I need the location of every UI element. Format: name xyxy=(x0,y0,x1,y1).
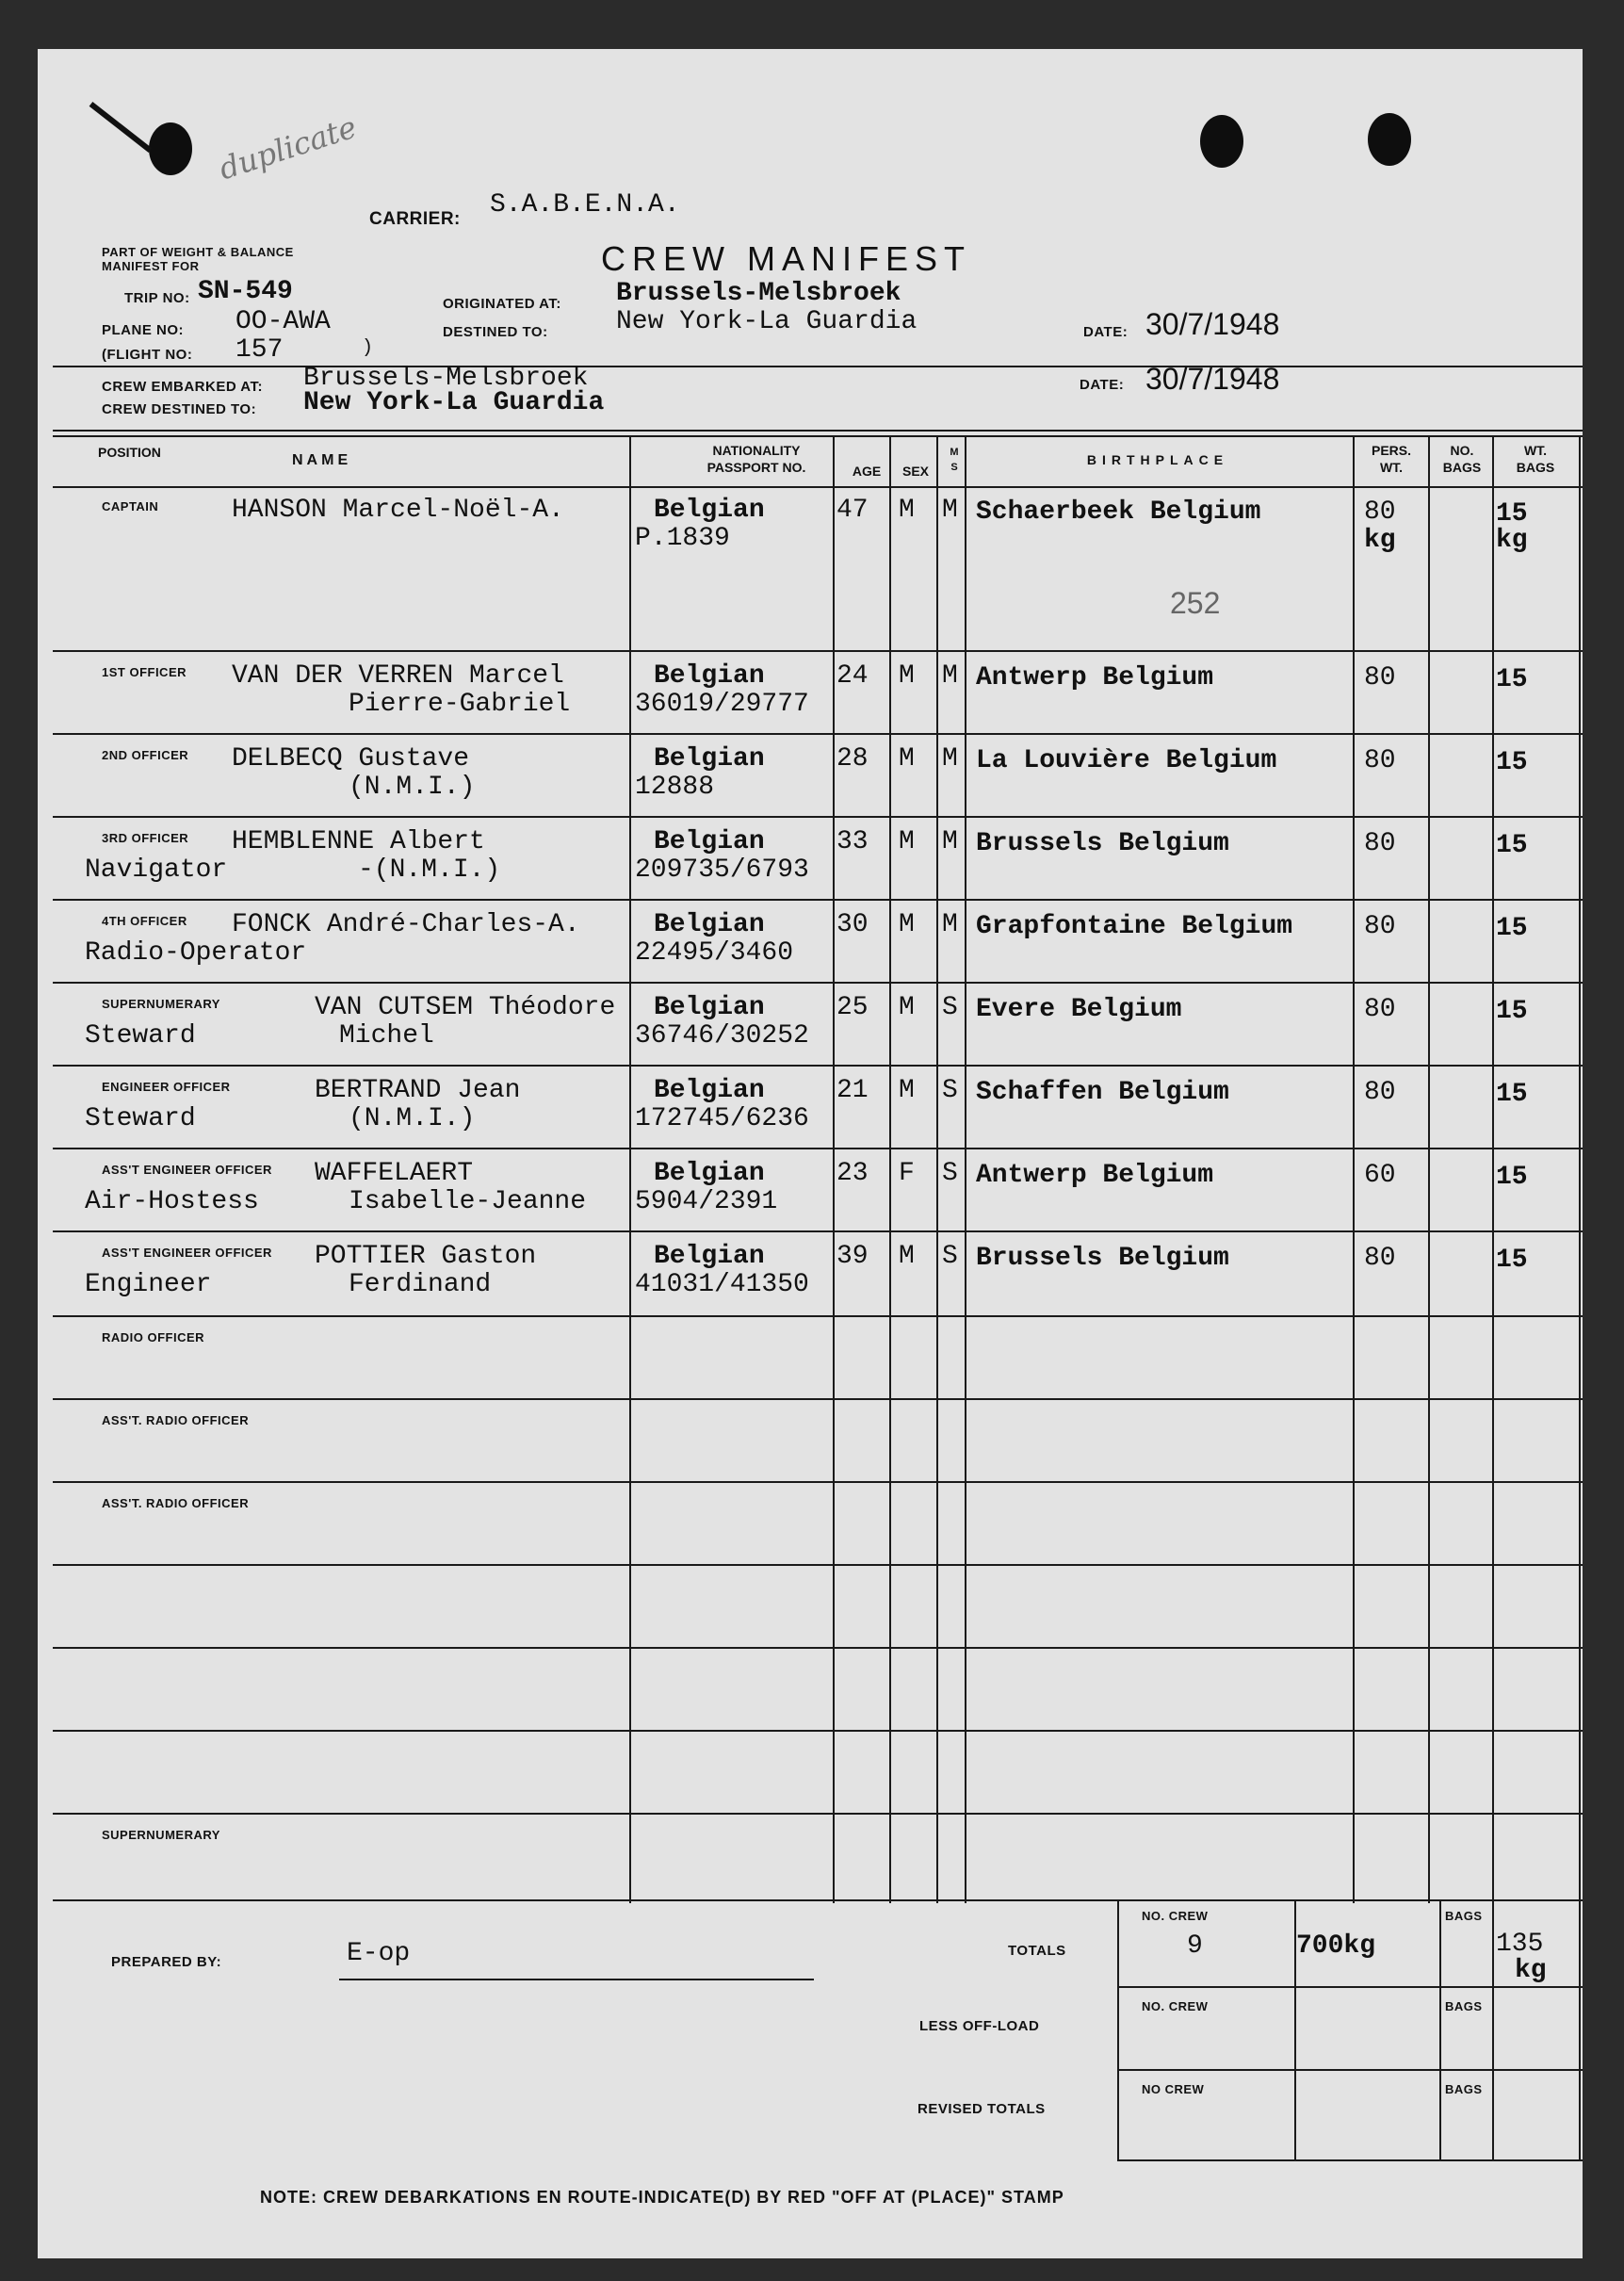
col-name: NAME xyxy=(292,452,352,468)
row-bag-unit: kg xyxy=(1496,526,1528,555)
col-passport: PASSPORT NO. xyxy=(706,460,806,475)
total-crew-value: 9 xyxy=(1187,1931,1203,1961)
row-age: 28 xyxy=(836,744,869,774)
row-bag-weight: 15 xyxy=(1496,499,1528,529)
destined-label: DESTINED TO: xyxy=(443,324,548,340)
row-passport: 41031/41350 xyxy=(635,1270,809,1299)
row-passport: 36019/29777 xyxy=(635,690,809,719)
row-birthplace: Schaerbeek Belgium xyxy=(976,497,1261,527)
col-pers-wt: WT. xyxy=(1379,460,1404,475)
col-birthplace: BIRTHPLACE xyxy=(1086,452,1229,467)
row-name-line1: BERTRAND Jean xyxy=(315,1076,521,1105)
row-nationality: Belgian xyxy=(654,661,765,691)
row-position: ASS'T ENGINEER OFFICER xyxy=(102,1163,272,1177)
row-passport: 5904/2391 xyxy=(635,1187,778,1216)
row-position: 1ST OFFICER xyxy=(102,665,187,679)
row-age: 25 xyxy=(836,993,869,1022)
col-divider-bags xyxy=(1492,435,1494,1903)
col-divider-passport xyxy=(833,435,835,1903)
row-role: Navigator xyxy=(85,855,228,885)
less-bags-label: BAGS xyxy=(1445,1999,1483,2013)
trip-value: SN-549 xyxy=(198,277,293,306)
flight-label: (FLIGHT NO: xyxy=(102,347,193,363)
document-title: CREW MANIFEST xyxy=(601,239,971,278)
row-name-line2: Ferdinand xyxy=(349,1270,492,1299)
totals-row-rule-2 xyxy=(1117,2069,1583,2071)
row-birthplace: Brussels Belgium xyxy=(976,829,1229,858)
row-age: 39 xyxy=(836,1242,869,1271)
col-wt-bags: BAGS xyxy=(1516,460,1555,475)
manifest-for-label: PART OF WEIGHT & BALANCE MANIFEST FOR xyxy=(102,245,294,273)
revised-bags-label: BAGS xyxy=(1445,2082,1483,2096)
row-position: ENGINEER OFFICER xyxy=(102,1080,231,1094)
totals-bags-label: BAGS xyxy=(1445,1909,1483,1923)
flight-value: 157 xyxy=(235,335,284,365)
row-position: ASS'T ENGINEER OFFICER xyxy=(102,1246,272,1260)
totals-row-rule-3 xyxy=(1117,2159,1583,2161)
col-divider-ms xyxy=(965,435,966,1903)
row-position: SUPERNUMERARY xyxy=(102,997,220,1011)
punch-hole-right xyxy=(1368,113,1411,166)
col-age: AGE xyxy=(852,464,882,479)
row-birthplace: Evere Belgium xyxy=(976,995,1182,1024)
row-name-line1: HANSON Marcel-Noël-A. xyxy=(232,496,564,525)
col-divider-name xyxy=(629,435,631,1903)
totals-row-rule-1 xyxy=(1117,1986,1583,1988)
handwritten-note: duplicate xyxy=(214,108,362,187)
row-name-line1: VAN DER VERREN Marcel xyxy=(232,661,564,691)
manifest-sheet xyxy=(38,49,1583,2258)
row-bag-weight: 15 xyxy=(1496,914,1528,943)
table-row xyxy=(38,818,1583,901)
table-row xyxy=(38,735,1583,818)
row-age: 30 xyxy=(836,910,869,939)
punch-hole-left xyxy=(149,122,192,175)
row-age: 21 xyxy=(836,1076,869,1105)
row-sex: M xyxy=(899,827,915,856)
row-passport: 12888 xyxy=(635,773,715,802)
prepared-underline xyxy=(339,1979,814,1980)
row-marital: M xyxy=(942,661,958,691)
totals-label: TOTALS xyxy=(1008,1943,1066,1959)
header-divider-2 xyxy=(53,430,1583,432)
row-name-line1: DELBECQ Gustave xyxy=(232,744,470,774)
row-marital: M xyxy=(942,744,958,774)
date1-value: 30/7/1948 xyxy=(1145,307,1280,341)
row-weight: 80 xyxy=(1364,1244,1396,1273)
row-position: SUPERNUMERARY xyxy=(102,1828,220,1842)
row-sex: M xyxy=(899,910,915,939)
row-age: 23 xyxy=(836,1159,869,1188)
row-passport: 209735/6793 xyxy=(635,855,809,885)
col-ms-m: M xyxy=(950,447,959,458)
row-passport: 36746/30252 xyxy=(635,1021,809,1051)
row-role: Engineer xyxy=(85,1270,212,1299)
row-marital: M xyxy=(942,910,958,939)
row-birthplace: Antwerp Belgium xyxy=(976,663,1214,692)
table-row xyxy=(38,652,1583,735)
col-position: POSITION xyxy=(98,445,161,460)
row-sex: M xyxy=(899,1076,915,1105)
total-bags-value: 135 xyxy=(1496,1930,1544,1959)
row-nationality: Belgian xyxy=(654,910,765,939)
col-nationality: NATIONALITY xyxy=(712,443,801,458)
date1-label: DATE: xyxy=(1083,324,1129,340)
col-divider-pers xyxy=(1428,435,1430,1903)
row-role: Steward xyxy=(85,1021,196,1051)
row-position: ASS'T. RADIO OFFICER xyxy=(102,1413,250,1427)
row-name-line2: -(N.M.I.) xyxy=(358,855,501,885)
row-nationality: Belgian xyxy=(654,1159,765,1188)
flight-close: ) xyxy=(362,337,374,359)
row-age: 47 xyxy=(836,496,869,525)
row-weight: 80 xyxy=(1364,746,1396,775)
row-bag-weight: 15 xyxy=(1496,1246,1528,1275)
total-bags-unit: kg xyxy=(1515,1956,1547,1985)
embarked-label: CREW EMBARKED AT: xyxy=(102,379,263,395)
trip-label: TRIP NO: xyxy=(124,290,190,306)
row-weight: 80 xyxy=(1364,663,1396,692)
row-sex: M xyxy=(899,496,915,525)
row-sex: M xyxy=(899,1242,915,1271)
row-birthplace: Schaffen Belgium xyxy=(976,1078,1229,1107)
row-weight: 80 xyxy=(1364,829,1396,858)
row-weight: 80 xyxy=(1364,912,1396,941)
row-nationality: Belgian xyxy=(654,827,765,856)
crew-destined-value: New York-La Guardia xyxy=(303,388,605,417)
table-row xyxy=(38,901,1583,984)
row-role: Steward xyxy=(85,1104,196,1133)
total-weight-value: 700kg xyxy=(1296,1931,1376,1961)
row-weight: 80 xyxy=(1364,1078,1396,1107)
col-pers: PERS. xyxy=(1371,443,1411,458)
date2-value: 30/7/1948 xyxy=(1145,362,1280,396)
row-marital: S xyxy=(942,1076,958,1105)
row-name-line2: Isabelle-Jeanne xyxy=(349,1187,587,1216)
originated-value: Brussels-Melsbroek xyxy=(616,279,901,308)
table-row xyxy=(38,1149,1583,1232)
table-row xyxy=(38,486,1583,652)
row-name-line2: Pierre-Gabriel xyxy=(349,690,571,719)
row-nationality: Belgian xyxy=(654,1242,765,1271)
row-passport: P.1839 xyxy=(635,524,730,553)
table-row xyxy=(38,1649,1583,1732)
row-birthplace: Brussels Belgium xyxy=(976,1244,1229,1273)
revised-no-crew-label: NO CREW xyxy=(1142,2082,1205,2096)
table-row xyxy=(38,1732,1583,1815)
row-marital: S xyxy=(942,1159,958,1188)
row-bag-weight: 15 xyxy=(1496,748,1528,777)
row-name-line2: (N.M.I.) xyxy=(349,773,476,802)
row-sex: M xyxy=(899,744,915,774)
row-marital: S xyxy=(942,993,958,1022)
row-nationality: Belgian xyxy=(654,993,765,1022)
destined-value: New York-La Guardia xyxy=(616,307,918,336)
row-position: 4TH OFFICER xyxy=(102,914,187,928)
row-bag-weight: 15 xyxy=(1496,831,1528,860)
row-weight-unit: kg xyxy=(1364,526,1396,555)
row-bag-weight: 15 xyxy=(1496,997,1528,1026)
row-role: Radio-Operator xyxy=(85,938,307,968)
totals-box-left xyxy=(1117,1901,1119,2161)
col-sex: SEX xyxy=(901,464,929,479)
col-wt: WT. xyxy=(1523,443,1548,458)
row-position: ASS'T. RADIO OFFICER xyxy=(102,1496,250,1510)
table-bottom-rule xyxy=(53,1899,1583,1901)
less-no-crew-label: NO. CREW xyxy=(1142,1999,1209,2013)
row-sex: F xyxy=(899,1159,915,1188)
punch-hole-center xyxy=(1200,115,1243,168)
row-bag-weight: 15 xyxy=(1496,1163,1528,1192)
row-marital: M xyxy=(942,827,958,856)
row-marital: M xyxy=(942,496,958,525)
row-weight: 80 xyxy=(1364,995,1396,1024)
row-birthplace: Grapfontaine Belgium xyxy=(976,912,1293,941)
row-name-line1: FONCK André-Charles-A. xyxy=(232,910,580,939)
revised-totals-label: REVISED TOTALS xyxy=(918,2101,1046,2117)
totals-no-crew-label: NO. CREW xyxy=(1142,1909,1209,1923)
table-row xyxy=(38,1815,1583,1899)
row-position: RADIO OFFICER xyxy=(102,1330,205,1344)
col-divider-age xyxy=(889,435,891,1903)
row-position: 2ND OFFICER xyxy=(102,748,189,762)
row-name-line1: WAFFELAERT xyxy=(315,1159,474,1188)
row-weight: 80 xyxy=(1364,497,1396,527)
col-ms-s: S xyxy=(950,462,958,473)
row-nationality: Belgian xyxy=(654,1076,765,1105)
table-row xyxy=(38,1400,1583,1483)
header-divider-1 xyxy=(53,366,1583,367)
prepared-value: E-op xyxy=(347,1939,411,1968)
carrier-label: CARRIER: xyxy=(369,209,461,229)
table-row xyxy=(38,1067,1583,1149)
row-passport: 22495/3460 xyxy=(635,938,794,968)
row-position: CAPTAIN xyxy=(102,499,159,513)
row-name-line1: POTTIER Gaston xyxy=(315,1242,537,1271)
table-row xyxy=(38,984,1583,1067)
row-passport: 172745/6236 xyxy=(635,1104,809,1133)
row-age: 24 xyxy=(836,661,869,691)
col-divider-right xyxy=(1579,435,1581,1903)
row-name-line1: VAN CUTSEM Théodore xyxy=(315,993,616,1022)
row-position: 3RD OFFICER xyxy=(102,831,189,845)
table-row xyxy=(38,1483,1583,1566)
row-name-line2: Michel xyxy=(339,1021,434,1051)
row-sex: M xyxy=(899,661,915,691)
totals-box-bags xyxy=(1492,1901,1494,2161)
prepared-label: PREPARED BY: xyxy=(111,1954,222,1970)
table-row xyxy=(38,1232,1583,1317)
row-birthplace: La Louvière Belgium xyxy=(976,746,1277,775)
row-role: Air-Hostess xyxy=(85,1187,259,1216)
col-divider-birthplace xyxy=(1353,435,1355,1903)
plane-value: OO-AWA xyxy=(235,307,331,336)
totals-box-mid xyxy=(1439,1901,1441,2161)
row-note: 252 xyxy=(1170,586,1221,620)
col-divider-sex xyxy=(936,435,938,1903)
plane-label: PLANE NO: xyxy=(102,322,184,338)
carrier-value: S.A.B.E.N.A. xyxy=(490,190,680,220)
col-no: NO. xyxy=(1450,443,1474,458)
embarked-value: Brussels-Melsbroek xyxy=(303,364,589,393)
originated-label: ORIGINATED AT: xyxy=(443,296,561,312)
footer-note: NOTE: CREW DEBARKATIONS EN ROUTE-INDICATE(D) BY RED "OFF AT (PLACE)" STAMP xyxy=(260,2188,1064,2207)
less-offload-label: LESS OFF-LOAD xyxy=(919,2018,1040,2034)
row-bag-weight: 15 xyxy=(1496,1080,1528,1109)
row-name-line2: (N.M.I.) xyxy=(349,1104,476,1133)
crew-destined-label: CREW DESTINED TO: xyxy=(102,401,257,417)
pen-stroke-mark xyxy=(89,102,153,153)
row-name-line1: HEMBLENNE Albert xyxy=(232,827,485,856)
table-row xyxy=(38,1566,1583,1649)
row-weight: 60 xyxy=(1364,1161,1396,1190)
row-marital: S xyxy=(942,1242,958,1271)
col-no-bags: BAGS xyxy=(1442,460,1482,475)
row-nationality: Belgian xyxy=(654,744,765,774)
table-row xyxy=(38,1317,1583,1400)
totals-box-right xyxy=(1579,1901,1581,2161)
row-nationality: Belgian xyxy=(654,496,765,525)
row-bag-weight: 15 xyxy=(1496,665,1528,694)
row-birthplace: Antwerp Belgium xyxy=(976,1161,1214,1190)
date2-label: DATE: xyxy=(1080,377,1125,393)
row-age: 33 xyxy=(836,827,869,856)
row-sex: M xyxy=(899,993,915,1022)
